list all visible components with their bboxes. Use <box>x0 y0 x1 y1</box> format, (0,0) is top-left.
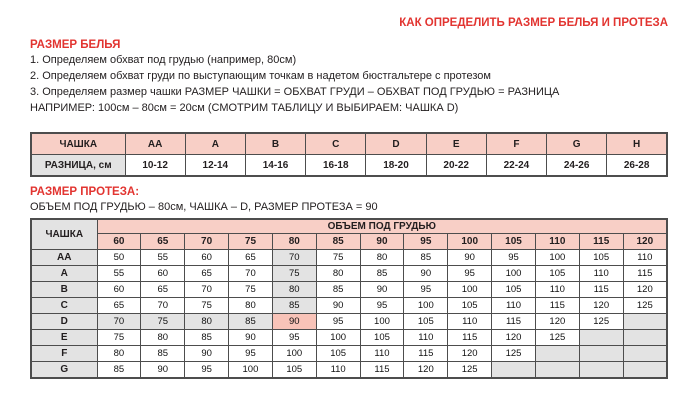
linen-size-heading: РАЗМЕР БЕЛЬЯ <box>30 39 121 51</box>
underbust-column-header: 95 <box>404 234 448 250</box>
cup-letter-header-cell: C <box>306 133 366 155</box>
difference-value-cell: 22-24 <box>486 155 546 177</box>
size-value-cell: 60 <box>185 250 229 266</box>
size-value-cell <box>623 362 667 379</box>
size-value-cell: 120 <box>404 362 448 379</box>
cup-table-corner-cell: ЧАШКА <box>31 133 125 155</box>
underbust-column-header: 70 <box>185 234 229 250</box>
size-value-cell: 80 <box>97 346 141 362</box>
difference-row-label: РАЗНИЦА, см <box>31 155 125 177</box>
size-value-cell: 120 <box>623 282 667 298</box>
size-value-cell: 120 <box>535 314 579 330</box>
cup-table-header-row <box>31 133 667 155</box>
size-value-cell: 90 <box>272 314 316 330</box>
size-value-cell <box>623 330 667 346</box>
size-value-cell: 70 <box>141 298 185 314</box>
size-table-corner-cell: ЧАШКА <box>31 219 97 250</box>
page-title: КАК ОПРЕДЕЛИТЬ РАЗМЕР БЕЛЬЯ И ПРОТЕЗА <box>399 17 668 29</box>
size-table-section <box>30 218 668 379</box>
size-value-cell: 65 <box>141 282 185 298</box>
size-value-cell: 70 <box>185 282 229 298</box>
size-value-cell <box>579 330 623 346</box>
instruction-line-3: 3. Определяем размер чашки РАЗМЕР ЧАШКИ = ОБХВАТ ГРУДИ – ОБХВАТ ПОД ГРУДЬЮ = РАЗНИЦА <box>30 86 560 98</box>
size-value-cell: 125 <box>623 298 667 314</box>
difference-value-cell: 14-16 <box>245 155 305 177</box>
size-value-cell: 75 <box>316 250 360 266</box>
size-value-cell: 115 <box>492 314 536 330</box>
size-value-cell: 120 <box>492 330 536 346</box>
cup-row-label: AA <box>31 250 97 266</box>
size-value-cell: 90 <box>360 282 404 298</box>
underbust-column-header: 115 <box>579 234 623 250</box>
size-table-span-row <box>31 219 667 234</box>
size-value-cell: 110 <box>316 362 360 379</box>
size-value-cell: 95 <box>448 266 492 282</box>
underbust-span-header: ОБЪЕМ ПОД ГРУДЬЮ <box>97 219 667 234</box>
size-value-cell: 95 <box>229 346 273 362</box>
size-value-cell: 120 <box>448 346 492 362</box>
size-value-cell: 95 <box>185 362 229 379</box>
cup-letter-header-cell: D <box>366 133 426 155</box>
size-value-cell: 115 <box>404 346 448 362</box>
size-value-cell: 75 <box>272 266 316 282</box>
instruction-line-4: НАПРИМЕР: 100см – 80см = 20см (СМОТРИМ ТАБЛИЦУ И ВЫБИРАЕМ: ЧАШКА D) <box>30 102 459 114</box>
size-value-cell: 95 <box>360 298 404 314</box>
size-value-cell: 90 <box>141 362 185 379</box>
cup-row-label: C <box>31 298 97 314</box>
size-value-cell: 110 <box>448 314 492 330</box>
size-value-cell: 90 <box>229 330 273 346</box>
underbust-column-header: 80 <box>272 234 316 250</box>
size-value-cell: 60 <box>141 266 185 282</box>
size-table-row <box>31 362 667 379</box>
size-value-cell: 65 <box>97 298 141 314</box>
size-value-cell: 125 <box>579 314 623 330</box>
size-value-cell: 100 <box>492 266 536 282</box>
size-value-cell: 90 <box>316 298 360 314</box>
cup-row-label: A <box>31 266 97 282</box>
underbust-column-header: 60 <box>97 234 141 250</box>
size-value-cell: 95 <box>492 250 536 266</box>
size-value-cell: 105 <box>316 346 360 362</box>
size-value-cell: 55 <box>97 266 141 282</box>
size-value-cell: 65 <box>229 250 273 266</box>
size-value-cell: 125 <box>448 362 492 379</box>
size-table-row <box>31 282 667 298</box>
underbust-column-header: 100 <box>448 234 492 250</box>
instruction-line-2: 2. Определяем обхват груди по выступающим точкам в надетом бюстгальтере с протезом <box>30 70 491 82</box>
cup-row-label: D <box>31 314 97 330</box>
size-value-cell: 105 <box>492 282 536 298</box>
size-value-cell: 80 <box>360 250 404 266</box>
size-value-cell: 100 <box>448 282 492 298</box>
size-value-cell: 80 <box>229 298 273 314</box>
size-value-cell: 65 <box>185 266 229 282</box>
size-value-cell: 85 <box>316 282 360 298</box>
size-value-cell: 55 <box>141 250 185 266</box>
size-value-cell: 115 <box>360 362 404 379</box>
size-value-cell: 125 <box>492 346 536 362</box>
size-value-cell: 75 <box>141 314 185 330</box>
size-value-cell: 70 <box>97 314 141 330</box>
underbust-column-header: 75 <box>229 234 273 250</box>
size-value-cell: 110 <box>404 330 448 346</box>
size-value-cell: 60 <box>97 282 141 298</box>
size-value-cell: 115 <box>448 330 492 346</box>
size-value-cell: 75 <box>97 330 141 346</box>
difference-value-cell: 24-26 <box>547 155 607 177</box>
size-value-cell <box>535 362 579 379</box>
size-table-row <box>31 330 667 346</box>
difference-value-cell: 16-18 <box>306 155 366 177</box>
size-value-cell: 70 <box>272 250 316 266</box>
size-value-cell: 90 <box>448 250 492 266</box>
cup-letter-header-cell: AA <box>125 133 185 155</box>
cup-difference-table <box>30 132 668 177</box>
size-table-row <box>31 314 667 330</box>
size-value-cell: 85 <box>185 330 229 346</box>
difference-value-cell: 26-28 <box>607 155 667 177</box>
size-value-cell: 115 <box>535 298 579 314</box>
cup-letter-header-cell: H <box>607 133 667 155</box>
size-value-cell: 50 <box>97 250 141 266</box>
size-value-cell: 85 <box>229 314 273 330</box>
difference-value-cell: 12-14 <box>185 155 245 177</box>
underbust-columns-row <box>31 234 667 250</box>
size-value-cell: 105 <box>272 362 316 379</box>
size-value-cell: 110 <box>623 250 667 266</box>
prosthesis-example: ОБЪЕМ ПОД ГРУДЬЮ – 80см, ЧАШКА – D, РАЗМЕР ПРОТЕЗА = 90 <box>30 201 378 213</box>
prosthesis-size-table <box>30 218 668 379</box>
size-value-cell <box>623 346 667 362</box>
cup-letter-header-cell: E <box>426 133 486 155</box>
size-value-cell: 100 <box>535 250 579 266</box>
size-value-cell: 110 <box>535 282 579 298</box>
size-value-cell: 95 <box>316 314 360 330</box>
size-value-cell: 100 <box>404 298 448 314</box>
size-table-row <box>31 250 667 266</box>
size-value-cell: 105 <box>448 298 492 314</box>
cup-letter-header-cell: B <box>245 133 305 155</box>
underbust-column-header: 85 <box>316 234 360 250</box>
difference-value-cell: 10-12 <box>125 155 185 177</box>
size-value-cell <box>579 362 623 379</box>
size-value-cell: 110 <box>360 346 404 362</box>
size-value-cell: 100 <box>360 314 404 330</box>
size-value-cell: 85 <box>404 250 448 266</box>
linen-size-instructions <box>30 52 668 116</box>
size-value-cell: 80 <box>272 282 316 298</box>
size-value-cell: 115 <box>579 282 623 298</box>
underbust-column-header: 110 <box>535 234 579 250</box>
size-value-cell <box>535 346 579 362</box>
size-value-cell: 105 <box>579 250 623 266</box>
size-value-cell: 110 <box>492 298 536 314</box>
cup-row-label: G <box>31 362 97 379</box>
size-value-cell <box>623 314 667 330</box>
size-value-cell: 85 <box>272 298 316 314</box>
size-value-cell: 85 <box>360 266 404 282</box>
cup-table-section <box>30 132 668 177</box>
cup-letter-header-cell: G <box>547 133 607 155</box>
underbust-column-header: 105 <box>492 234 536 250</box>
size-table-row <box>31 266 667 282</box>
size-value-cell: 110 <box>579 266 623 282</box>
instruction-line-1: 1. Определяем обхват под грудью (например, 80см) <box>30 54 297 66</box>
size-value-cell: 100 <box>229 362 273 379</box>
size-table-row <box>31 346 667 362</box>
size-value-cell: 80 <box>316 266 360 282</box>
size-value-cell: 100 <box>316 330 360 346</box>
size-value-cell: 90 <box>185 346 229 362</box>
cup-letter-header-cell: F <box>486 133 546 155</box>
size-value-cell: 120 <box>579 298 623 314</box>
underbust-column-header: 120 <box>623 234 667 250</box>
difference-value-cell: 18-20 <box>366 155 426 177</box>
size-value-cell: 80 <box>141 330 185 346</box>
underbust-column-header: 90 <box>360 234 404 250</box>
size-value-cell: 100 <box>272 346 316 362</box>
prosthesis-size-heading: РАЗМЕР ПРОТЕЗА: <box>30 186 140 198</box>
size-value-cell: 105 <box>404 314 448 330</box>
size-value-cell: 70 <box>229 266 273 282</box>
difference-value-cell: 20-22 <box>426 155 486 177</box>
difference-row <box>31 155 667 177</box>
size-value-cell: 95 <box>272 330 316 346</box>
size-value-cell: 75 <box>229 282 273 298</box>
size-value-cell: 90 <box>404 266 448 282</box>
cup-row-label: F <box>31 346 97 362</box>
size-value-cell: 105 <box>535 266 579 282</box>
cup-row-label: B <box>31 282 97 298</box>
size-table-row <box>31 298 667 314</box>
size-value-cell: 105 <box>360 330 404 346</box>
cup-letter-header-cell: A <box>185 133 245 155</box>
size-value-cell: 125 <box>535 330 579 346</box>
cup-row-label: E <box>31 330 97 346</box>
size-value-cell: 85 <box>97 362 141 379</box>
size-value-cell: 115 <box>623 266 667 282</box>
size-value-cell: 85 <box>141 346 185 362</box>
size-value-cell: 80 <box>185 314 229 330</box>
size-value-cell <box>492 362 536 379</box>
size-value-cell: 75 <box>185 298 229 314</box>
underbust-column-header: 65 <box>141 234 185 250</box>
size-value-cell: 95 <box>404 282 448 298</box>
size-value-cell <box>579 346 623 362</box>
